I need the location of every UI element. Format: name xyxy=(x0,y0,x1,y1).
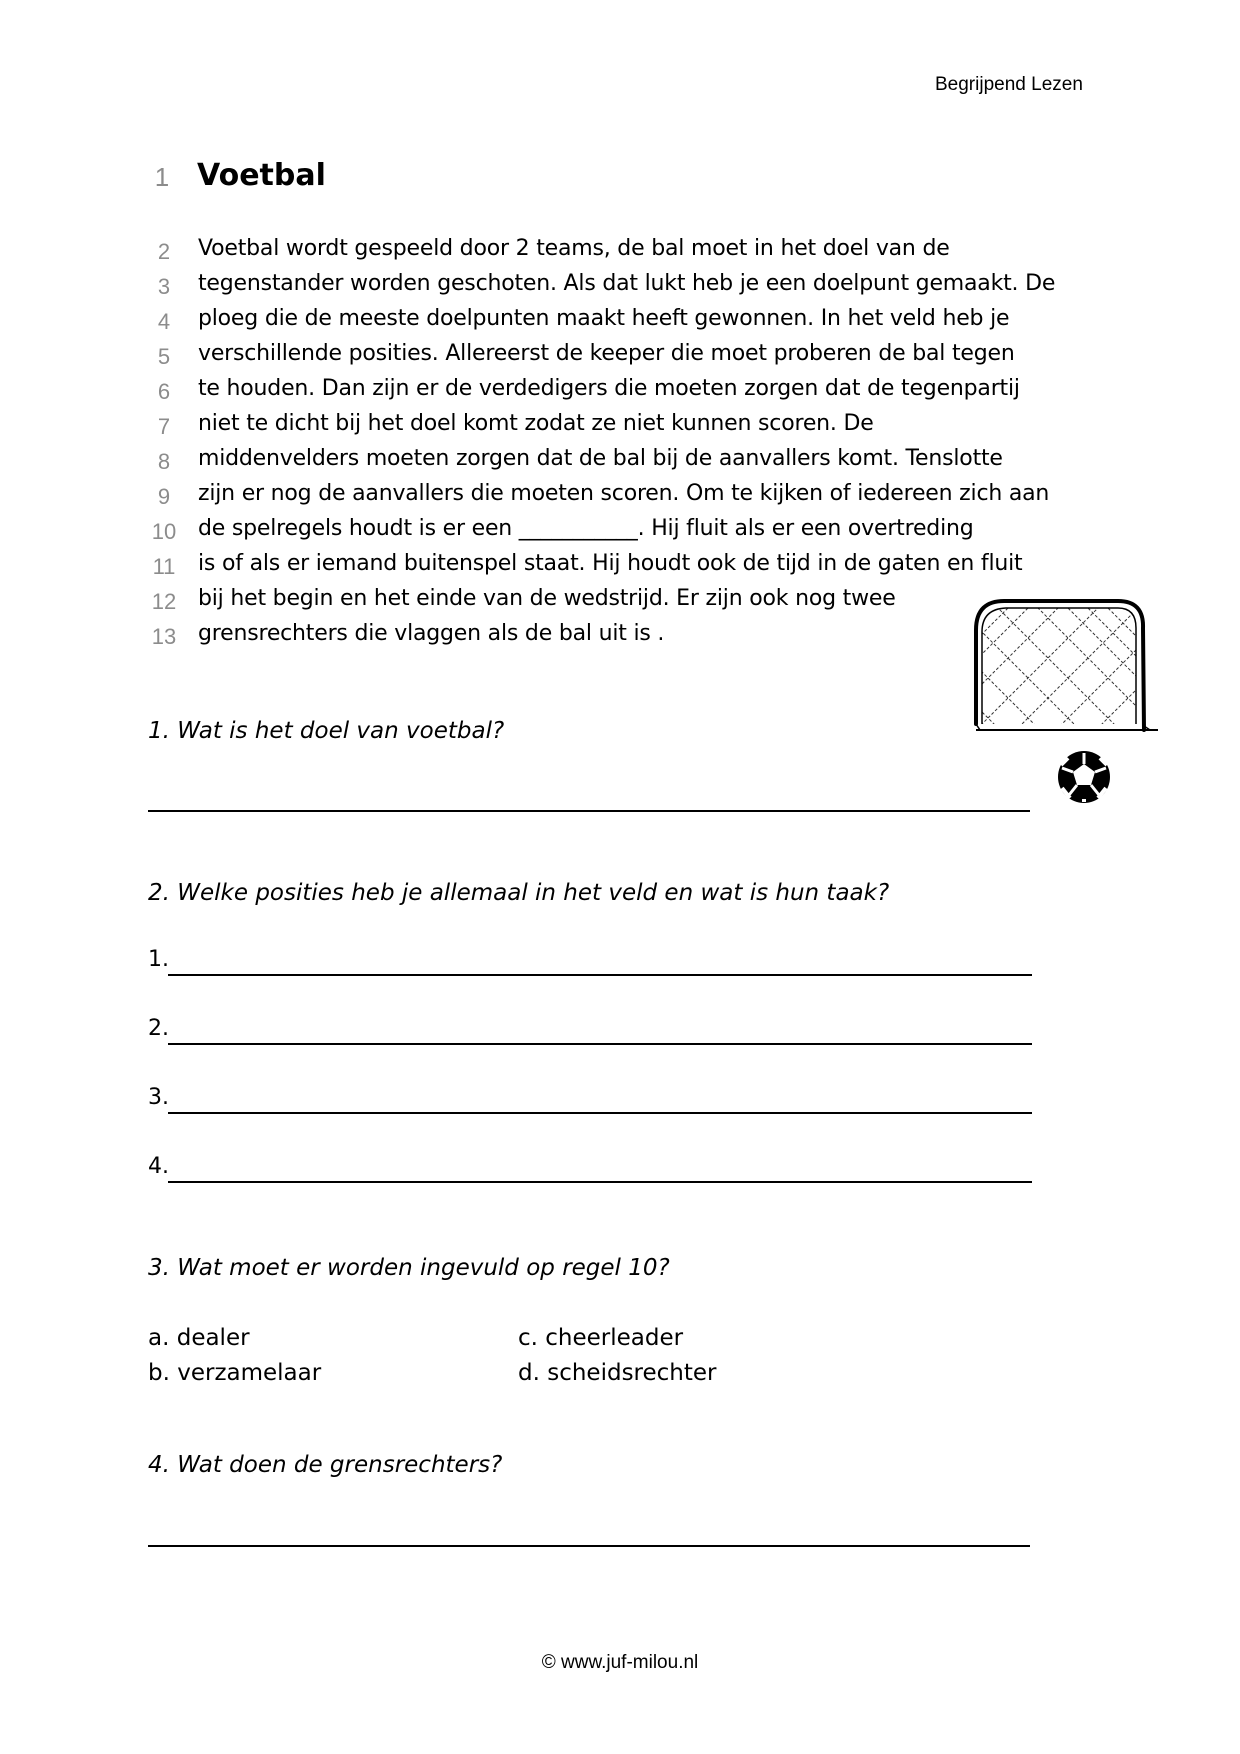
answer-line[interactable] xyxy=(168,974,1032,976)
page-title: Voetbal xyxy=(197,158,326,193)
choice-a[interactable]: a. dealer xyxy=(148,1325,250,1351)
passage-text: de spelregels houdt is er een ___________. Hij fluit als er een overtreding xyxy=(198,516,974,541)
line-number: 4 xyxy=(157,309,171,334)
line-number: 2 xyxy=(157,239,171,264)
answer-item-2[interactable] xyxy=(148,1016,1032,1046)
question-2: 2. Welke posities heb je allemaal in het veld en wat is hun taak? xyxy=(148,880,890,906)
answer-item-4[interactable] xyxy=(148,1154,1032,1184)
line-number: 1 xyxy=(154,162,170,192)
page-header: Begrijpend Lezen xyxy=(935,74,1083,95)
passage-text: is of als er iemand buitenspel staat. Hij houdt ook de tijd in de gaten en fluit xyxy=(198,551,1023,576)
answer-line-q4[interactable] xyxy=(148,1545,1030,1547)
answer-line[interactable] xyxy=(168,1112,1032,1114)
answer-item-1[interactable] xyxy=(148,947,1032,977)
question-1: 1. Wat is het doel van voetbal? xyxy=(148,718,505,744)
line-number: 12 xyxy=(151,589,177,614)
soccer-goal-icon xyxy=(968,588,1158,808)
line-number: 3 xyxy=(157,274,171,299)
passage-text: Voetbal wordt gespeeld door 2 teams, de bal moet in het doel van de xyxy=(198,236,950,261)
line-number: 8 xyxy=(157,449,171,474)
passage-text: niet te dicht bij het doel komt zodat ze niet kunnen scoren. De xyxy=(198,411,874,436)
passage-text: te houden. Dan zijn er de verdedigers die moeten zorgen dat de tegenpartij xyxy=(198,376,1020,401)
line-number: 6 xyxy=(157,379,171,404)
answer-line[interactable] xyxy=(168,1043,1032,1045)
item-number: 4. xyxy=(148,1154,169,1179)
line-number: 13 xyxy=(151,624,177,649)
passage-text: middenvelders moeten zorgen dat de bal bij de aanvallers komt. Tenslotte xyxy=(198,446,1003,471)
line-number: 5 xyxy=(157,344,171,369)
passage-text: ploeg die de meeste doelpunten maakt heeft gewonnen. In het veld heb je xyxy=(198,306,1010,331)
passage-text: verschillende posities. Allereerst de keeper die moet proberen de bal tegen xyxy=(198,341,1015,366)
item-number: 3. xyxy=(148,1085,169,1110)
line-number: 11 xyxy=(152,554,176,579)
question-3: 3. Wat moet er worden ingevuld op regel 10? xyxy=(148,1255,670,1281)
answer-item-3[interactable] xyxy=(148,1085,1032,1115)
answer-line[interactable] xyxy=(168,1181,1032,1183)
passage-text: bij het begin en het einde van de wedstrijd. Er zijn ook nog twee xyxy=(198,586,896,611)
choice-b[interactable]: b. verzamelaar xyxy=(148,1360,322,1386)
line-number: 9 xyxy=(157,484,171,509)
item-number: 2. xyxy=(148,1016,169,1041)
footer-copyright: © www.juf-milou.nl xyxy=(541,1652,699,1673)
question-4: 4. Wat doen de grensrechters? xyxy=(148,1452,503,1478)
line-number: 7 xyxy=(157,414,171,439)
answer-line-q1[interactable] xyxy=(148,810,1030,812)
soccer-ball-icon xyxy=(1058,751,1110,803)
passage-text: zijn er nog de aanvallers die moeten scoren. Om te kijken of iedereen zich aan xyxy=(198,481,1050,506)
choice-d[interactable]: d. scheidsrechter xyxy=(518,1360,717,1386)
passage-text: tegenstander worden geschoten. Als dat lukt heb je een doelpunt gemaakt. De xyxy=(198,271,1056,296)
choice-c[interactable]: c. cheerleader xyxy=(518,1325,684,1351)
item-number: 1. xyxy=(148,947,169,972)
passage-text: grensrechters die vlaggen als de bal uit is . xyxy=(198,621,665,646)
line-number: 10 xyxy=(151,519,177,544)
